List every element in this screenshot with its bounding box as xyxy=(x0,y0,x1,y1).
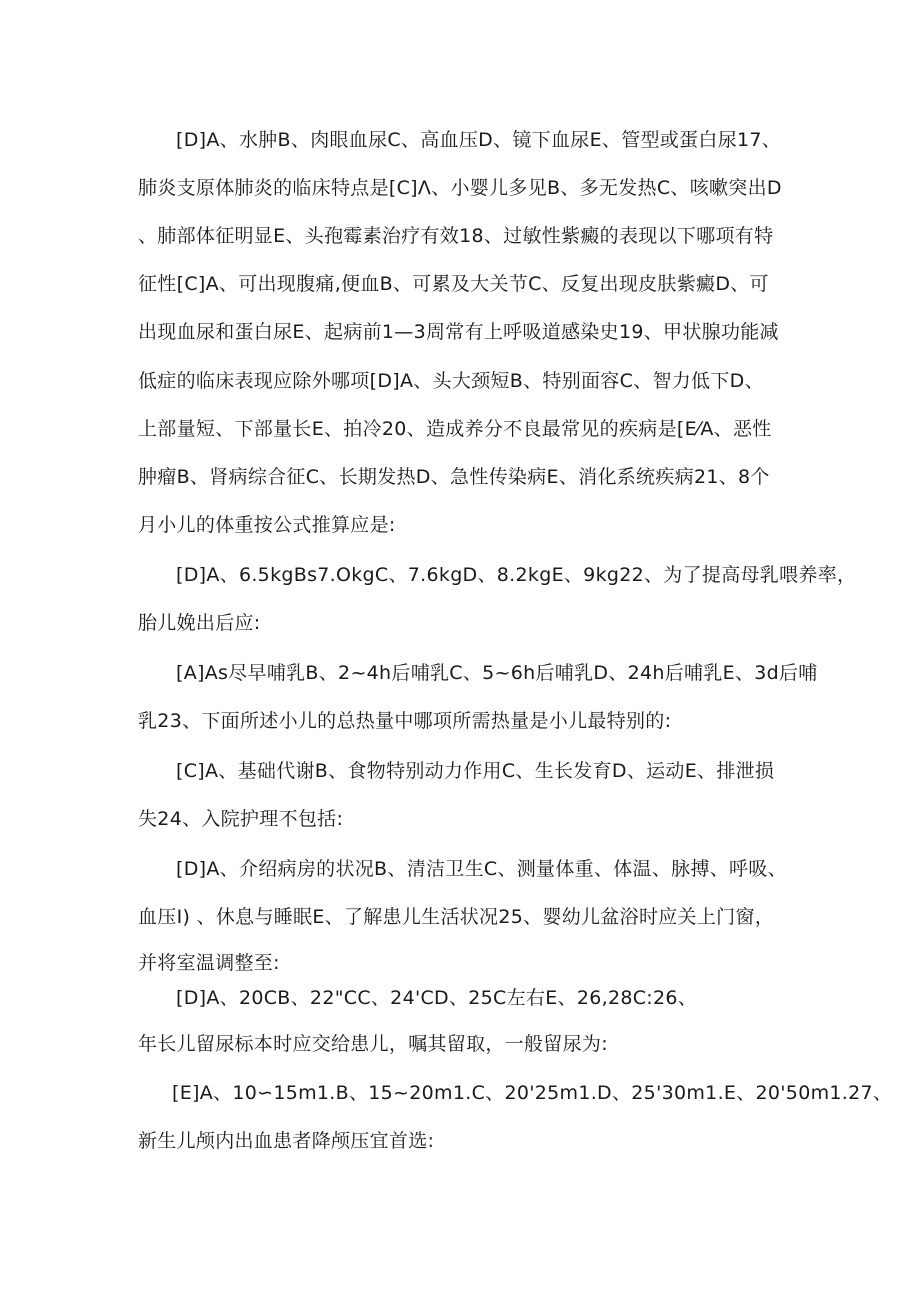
text-line: [D]A、水肿B、肉眼血尿C、高血压D、镜下血尿E、管型或蛋白尿17、 xyxy=(176,129,782,151)
text-line: 上部量短、下部量长E、拍冷20、造成养分不良最常见的疾病是[E⁄A、恶性 xyxy=(138,418,772,440)
text-line: 乳23、下面所述小儿的总热量中哪项所需热量是小儿最特别的: xyxy=(138,710,672,732)
text-line: 出现血尿和蛋白尿E、起病前1—3周常有上呼吸道感染史19、甲状腺功能减 xyxy=(138,321,779,343)
text-line: [D]A、6.5kgBs7.OkgC、7.6kgD、8.2kgE、9kg22、为了提高母乳喂养率， xyxy=(176,564,857,586)
text-line: [A]As尽早哺乳B、2~4h后哺乳C、5~6h后哺乳D、24h后哺乳E、3d后哺 xyxy=(176,662,818,684)
text-line: [D]A、介绍病房的状况B、清洁卫生C、测量体重、体温、脉搏、呼吸、 xyxy=(176,858,787,880)
text-line: 肺炎支原体肺炎的临床特点是[C]Λ、小婴儿多见B、多无发热C、咳嗽突出D xyxy=(138,177,782,199)
text-line: [E]A、10∽15m1.B、15~20m1.C、20'25m1.D、25'30m1.E、20'50m1.27、 xyxy=(172,1082,893,1104)
text-line: 低症的临床表现应除外哪项[D]A、头大颈短B、特别面容C、智力低下D、 xyxy=(138,370,764,392)
text-line: [C]A、基础代谢B、食物特别动力作用C、生长发育D、运动E、排泄损 xyxy=(176,760,775,782)
text-line: 肿瘤B、肾病综合征C、长期发热D、急性传染病E、消化系统疾病21、8个 xyxy=(138,466,770,488)
text-line: 胎儿娩出后应: xyxy=(138,612,261,634)
text-line: 月小儿的体重按公式推算应是: xyxy=(138,514,396,536)
text-line: 血压I) 、休息与睡眠E、了解患儿生活状况25、婴幼儿盆浴时应关上门窗， xyxy=(138,906,775,928)
text-line: 并将室温调整至: xyxy=(138,952,280,974)
text-line: 年长儿留尿标本时应交给患儿，嘱其留取，一般留尿为: xyxy=(138,1033,608,1055)
text-line: 征性[C]A、可出现腹痛,便血B、可累及大关节C、反复出现皮肤紫癜D、可 xyxy=(138,273,769,295)
text-line: 、肺部体征明显E、头孢霉素治疗有效18、过敏性紫癜的表现以下哪项有特 xyxy=(138,225,774,247)
text-line: [D]A、20CB、22"CC、24'CD、25C左右E、26,28C:26、 xyxy=(176,987,698,1009)
text-line: 新生儿颅内出血患者降颅压宜首选: xyxy=(138,1130,435,1152)
text-line: 失24、入院护理不包括: xyxy=(138,808,344,830)
